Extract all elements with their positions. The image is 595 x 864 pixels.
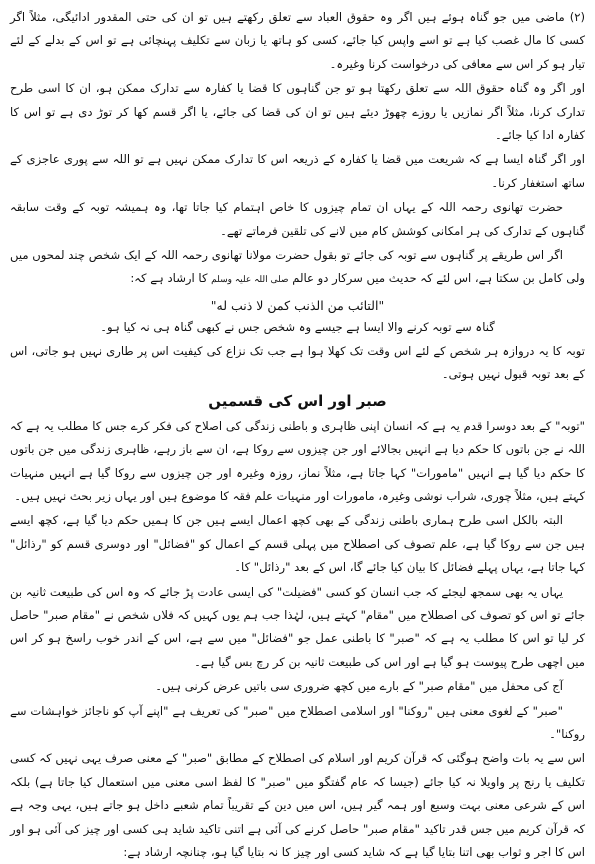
- paragraph-5-text: اگر اس طریقے پر گناہوں سے توبہ کی جائے تو بقول حضرت مولانا تھانوی رحمہ اللہ کے ایک شخص چند لمحوں میں ولی کامل بن سکتا ہے، اس لئے کہ حدیث میں سرکار دو عالم: [10, 248, 585, 286]
- paragraph-5-tail: کا ارشاد ہے کہ:: [130, 271, 208, 286]
- section-paragraph-6: اس سے یہ بات واضح ہوگئی کہ قرآن کریم اور اسلام کی اصطلاح کے مطابق "صبر" کے معنی صرف یہی نہیں کہ کسی تکلیف یا رنج پر واویلا نہ کیا جائے (جیسا کہ عام گفتگو میں "صبر" کا لفظ اسی معنی میں استعمال کیا جاتا ہے) بلکہ اس کے شرعی معنی بہت وسیع اور ہمہ گیر ہیں، اس میں دین کے تقریباً تمام شعبے داخل ہو جاتے ہیں، یہی وجہ ہے کہ قرآن کریم میں جس قدر تاکید "مقام صبر" حاصل کرنے کی آئی ہے اتنی تاکید شاید ہی کسی اور چیز کی آئی ہو اور اس کا اجر و ثواب بھی اتنا بتایا گیا ہے کہ شاید کسی اور چیز کا نہ بتایا گیا ہو، چنانچہ ارشاد ہے:: [10, 751, 585, 859]
- paragraph-1: (۲) ماضی میں جو گناہ ہوئے ہیں اگر وہ حقوق العباد سے تعلق رکھتے ہیں تو ان کی حتی المقدور ادائیگی، مثلاً اگر کسی کا مال غصب کیا ہے تو اسے واپس کیا جائے، کسی کو ہاتھ یا زبان سے تکلیف پہنچائی ہے تو اس کے بدلے کے لئے تیار ہو کر اس سے معافی کی درخواست کرنا وغیرہ۔: [10, 10, 585, 71]
- salutation-glyph: صلی اللہ علیہ وسلم: [211, 275, 289, 286]
- hadith-arabic: "التائب من الذنب کمن لا ذنب له": [210, 297, 385, 313]
- paragraph-5: [10, 244, 585, 293]
- section-paragraph-2: البتہ بالکل اسی طرح ہماری باطنی زندگی کے بھی کچھ اعمال ایسے ہیں جن کا ہمیں حکم دیا گیا ہے، کچھ ایسے ہیں جن سے روکا گیا ہے، علم تصوف کی اصطلاح میں پہلی قسم کے اعمال کو "فضائل" اور دوسری قسم کو "رذائل" کہا جاتا ہے، یہاں پہلے فضائل کا بیان کیا جائے گا، اس کے بعد "رذائل" کا۔: [10, 513, 585, 575]
- section-heading: صبر اور اس کی قسمیں: [208, 391, 387, 410]
- hadith-translation: گناہ سے توبہ کرنے والا ایسا ہے جیسے وہ شخص جس نے کبھی گناہ ہی نہ کیا ہو۔: [100, 319, 495, 334]
- paragraph-after-quote: توبہ کا یہ دروازہ ہر شخص کے لئے اس وقت تک کھلا ہوا ہے جب تک نزاع کی کیفیت اس پر طاری نہیں ہو جاتی، اس کے بعد توبہ قبول نہیں ہوتی۔: [10, 343, 585, 382]
- paragraph-2: اور اگر وہ گناہ حقوق اللہ سے تعلق رکھتا ہو تو جن گناہوں کا قضا یا کفارہ سے تدارک ممکن ہو، ان کا اسی طرح تدارک کرنا، مثلاً اگر نمازیں یا روزے چھوڑ دیئے ہیں تو ان کی قضا کی جائے، یا اگر قسم کھا کر توڑ دی ہے تو اس کا کفارہ ادا کیا جائے۔: [10, 81, 585, 143]
- section-paragraph-1: "توبہ" کے بعد دوسرا قدم یہ ہے کہ انسان اپنی ظاہری و باطنی زندگی کی اصلاح کی فکر کرے جس کا مطلب یہ ہے کہ اللہ نے جن باتوں کا حکم دیا ہے انہیں بجالائے اور جن چیزوں سے روکا ہے، ان سے باز رہے، ظاہری زندگی میں جن باتوں کا حکم دیا گیا ہے انہیں "مامورات" کہا جاتا ہے، مثلاً نماز، روزہ وغیرہ اور جن چیزوں سے روکا گیا ہے انہیں منہیات کہتے ہیں، مثلاً چوری، شراب نوشی وغیرہ، مامورات اور منہیات علم فقہ کا موضوع ہیں اور یہاں زیر بحث نہیں ہیں۔: [10, 418, 585, 503]
- section-paragraph-4: آج کی محفل میں "مقام صبر" کے بارے میں کچھ ضروری سی باتیں عرض کرنی ہیں۔: [155, 679, 563, 694]
- paragraph-4: حضرت تھانوی رحمہ اللہ کے یہاں ان تمام چیزوں کا خاص اہتمام کیا جاتا تھا، وہ ہمیشہ توبہ کے وقت سابقہ گناہوں کے تدارک کی ہر امکانی کوشش کام میں لانے کی تلقین فرماتے تھے۔: [10, 200, 585, 238]
- section-paragraph-3: یہاں یہ بھی سمجھ لیجئے کہ جب انسان کو کسی "فضیلت" کی ایسی عادت پڑ جائے کہ وہ اس کی طبیعت ثانیہ بن جائے تو اس کو تصوف کی اصطلاح میں "مقام" کہتے ہیں، لہٰذا جب ہم یوں کہیں کہ فلاں شخص نے "مقام صبر" حاصل کر لیا تو اس کا مطلب یہ ہے کہ "صبر" کا باطنی عمل جو "فضائل" میں سے ہے، اس کے اندر خوب راسخ ہو کر اس میں اچھی طرح پیوست ہو گیا ہے اور اس کی طبیعت ثانیہ بن کر رچ بس گیا ہے۔: [10, 584, 585, 669]
- section-paragraph-5: "صبر" کے لغوی معنی ہیں "روکنا" اور اسلامی اصطلاح میں "صبر" کی تعریف ہے "اپنے آپ کو ناجائز خواہشات سے روکنا"۔: [10, 703, 585, 741]
- paragraph-3: اور اگر گناہ ایسا ہے کہ شریعت میں قضا یا کفارہ کے ذریعہ اس کا تدارک ممکن نہیں ہے تو اللہ سے پوری عاجزی کے ساتھ استغفار کرنا۔: [10, 152, 585, 190]
